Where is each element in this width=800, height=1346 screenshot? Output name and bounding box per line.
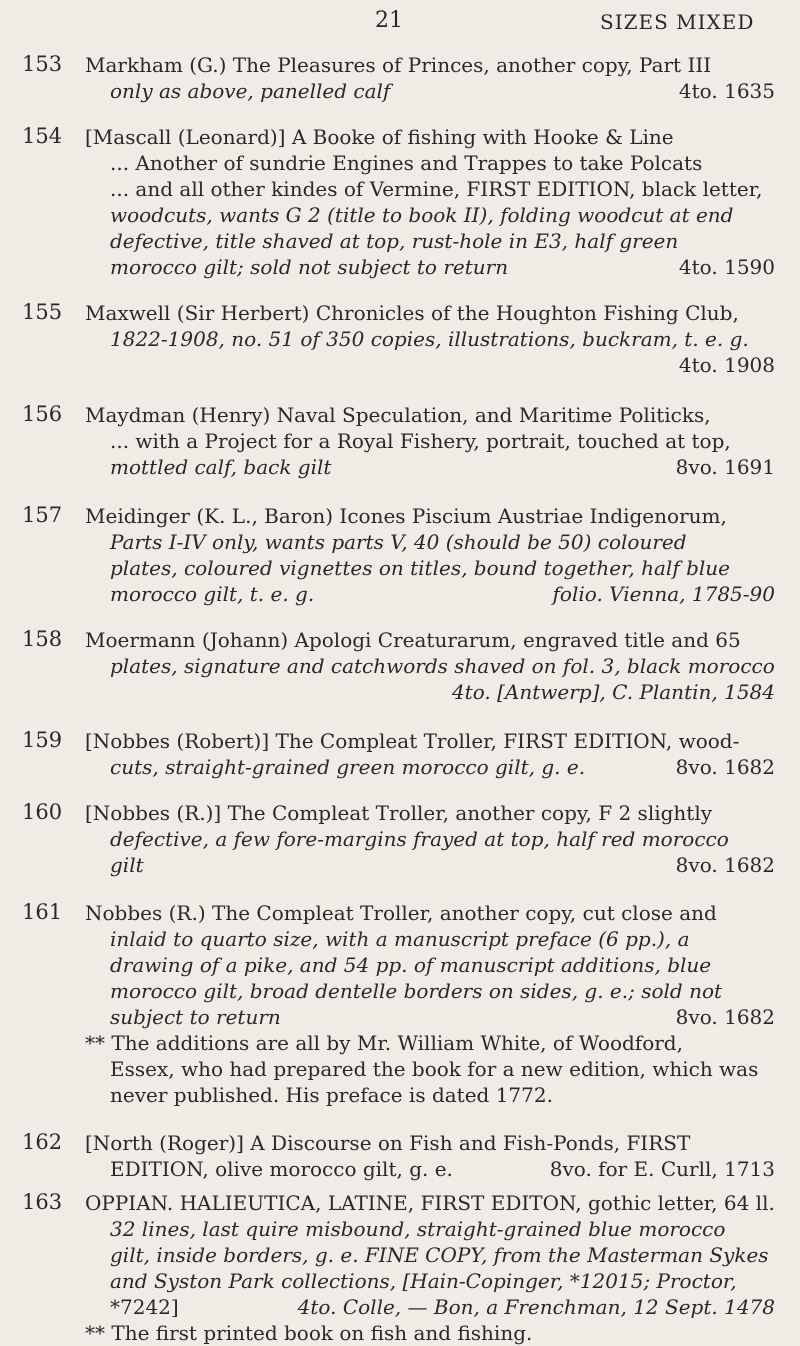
lot-line: drawing of a pike, and 54 pp. of manuscript additions, blue — [110, 953, 712, 977]
lot-line: Markham (G.) The Pleasures of Princes, another copy, Part III — [85, 53, 712, 77]
lot-line: EDITION, olive morocco gilt, g. e. 8vo. for E. Curll, 1713 — [110, 1157, 775, 1181]
lot-line: [North (Roger)] A Discourse on Fish and Fish-Ponds, FIRST — [85, 1131, 691, 1155]
lot-line: Maxwell (Sir Herbert) Chronicles of the Houghton Fishing Club, — [85, 301, 739, 325]
lot-line: ... Another of sundrie Engines and Trappes to take Polcats — [110, 151, 703, 175]
lot-line: subject to return 8vo. 1682 — [110, 1005, 775, 1029]
lot-line: gilt, inside borders, g. e. FINE COPY, from the Masterman Sykes — [110, 1243, 769, 1267]
lot-description — [85, 402, 775, 480]
page-header — [0, 8, 800, 38]
lot-number: 162 — [22, 1130, 63, 1154]
lot-description — [85, 503, 775, 607]
lot-format: 4to. 1908 — [678, 353, 775, 377]
lot-format: 8vo. 1682 — [675, 755, 775, 779]
lot-number: 156 — [22, 402, 63, 426]
lot-number: 160 — [22, 800, 63, 824]
lot-note-line: Essex, who had prepared the book for a new edition, which was — [110, 1057, 759, 1081]
lot-number: 163 — [22, 1190, 63, 1214]
lot-line: [Nobbes (Robert)] The Compleat Troller, FIRST EDITION, wood- — [85, 729, 740, 753]
lot-note-line: ** The first printed book on fish and fishing. — [85, 1321, 533, 1345]
lot-description — [85, 627, 775, 705]
lot-format: 4to. 1590 — [678, 255, 775, 279]
lot-line: Moermann (Johann) Apologi Creaturarum, engraved title and 65 — [85, 628, 741, 652]
lot-line: ... with a Project for a Royal Fishery, portrait, touched at top, — [110, 429, 731, 453]
lot-line: mottled calf, back gilt 8vo. 1691 — [110, 455, 775, 479]
lot-line: gilt 8vo. 1682 — [110, 853, 775, 877]
lot-line: Parts I-IV only, wants parts V, 40 (should be 50) coloured — [110, 530, 687, 554]
lot-format: folio. Vienna, 1785-90 — [552, 582, 775, 606]
lot-number: 158 — [22, 627, 63, 651]
lot-description — [85, 52, 775, 104]
lot-number: 157 — [22, 503, 63, 527]
lot-description — [85, 728, 775, 780]
lot-line: OPPIAN. HALIEUTICA, LATINE, FIRST EDITON, gothic letter, 64 ll. — [85, 1191, 775, 1215]
lot-line: ... and all other kindes of Vermine, FIRST EDITION, black letter, — [110, 177, 763, 201]
lot-line: morocco gilt; sold not subject to return 4to. 1590 — [110, 255, 775, 279]
lot-note-line: never published. His preface is dated 1772. — [110, 1083, 553, 1107]
lot-line: defective, a few fore-margins frayed at top, half red morocco — [110, 827, 729, 851]
lot-line: plates, coloured vignettes on titles, bound together, half blue — [110, 556, 730, 580]
page-number: 21 — [375, 8, 403, 33]
lot-description — [85, 800, 775, 878]
lot-note-line: ** The additions are all by Mr. William White, of Woodford, — [85, 1031, 683, 1055]
lot-line: Meidinger (K. L., Baron) Icones Piscium Austriae Indigenorum, — [85, 504, 727, 528]
lot-line: Nobbes (R.) The Compleat Troller, another copy, cut close and — [85, 901, 717, 925]
lot-line: inlaid to quarto size, with a manuscript preface (6 pp.), a — [110, 927, 690, 951]
lot-number: 159 — [22, 728, 63, 752]
lot-line: 1822-1908, no. 51 of 350 copies, illustrations, buckram, t. e. g. — [110, 327, 749, 351]
lot-line: plates, signature and catchwords shaved on fol. 3, black morocco — [110, 654, 775, 678]
lot-line: morocco gilt, t. e. g. folio. Vienna, 1785-90 — [110, 582, 775, 606]
running-title: SIZES MIXED — [600, 10, 755, 34]
lot-line: cuts, straight-grained green morocco gilt, g. e. 8vo. 1682 — [110, 755, 775, 779]
lot-line: morocco gilt, broad dentelle borders on sides, g. e.; sold not — [110, 979, 723, 1003]
lot-description — [85, 1130, 775, 1182]
lot-line: and Syston Park collections, [Hain-Copinger, *12015; Proctor, — [110, 1269, 737, 1293]
lot-format: 8vo. 1682 — [675, 853, 775, 877]
lot-description — [85, 300, 775, 378]
lot-line: Maydman (Henry) Naval Speculation, and Maritime Politicks, — [85, 403, 711, 427]
lot-format: 8vo. 1691 — [675, 455, 775, 479]
lot-format: 4to. Colle, — Bon, a Frenchman, 12 Sept. 1478 — [297, 1295, 775, 1319]
lot-line: woodcuts, wants G 2 (title to book II), folding woodcut at end — [110, 203, 734, 227]
lot-number: 161 — [22, 900, 63, 924]
lot-line: [Mascall (Leonard)] A Booke of fishing with Hooke & Line — [85, 125, 674, 149]
lot-line: [Nobbes (R.)] The Compleat Troller, another copy, F 2 slightly — [85, 801, 713, 825]
lot-description — [85, 124, 775, 280]
lot-format: 8vo. 1682 — [675, 1005, 775, 1029]
lot-number: 153 — [22, 52, 63, 76]
lot-format: 8vo. for E. Curll, 1713 — [549, 1157, 775, 1181]
lot-format: 4to. 1635 — [678, 79, 775, 103]
lot-line: *7242] 4to. Colle, — Bon, a Frenchman, 12 Sept. 1478 — [110, 1295, 775, 1319]
lot-line: defective, title shaved at top, rust-hole in E3, half green — [110, 229, 679, 253]
lot-line: 32 lines, last quire misbound, straight-grained blue morocco — [110, 1217, 726, 1241]
lot-number: 155 — [22, 300, 63, 324]
lot-line: only as above, panelled calf 4to. 1635 — [110, 79, 775, 103]
lot-number: 154 — [22, 124, 63, 148]
lot-description — [85, 900, 775, 1108]
lot-description — [85, 1190, 775, 1346]
lot-format: 4to. [Antwerp], C. Plantin, 1584 — [451, 680, 775, 704]
